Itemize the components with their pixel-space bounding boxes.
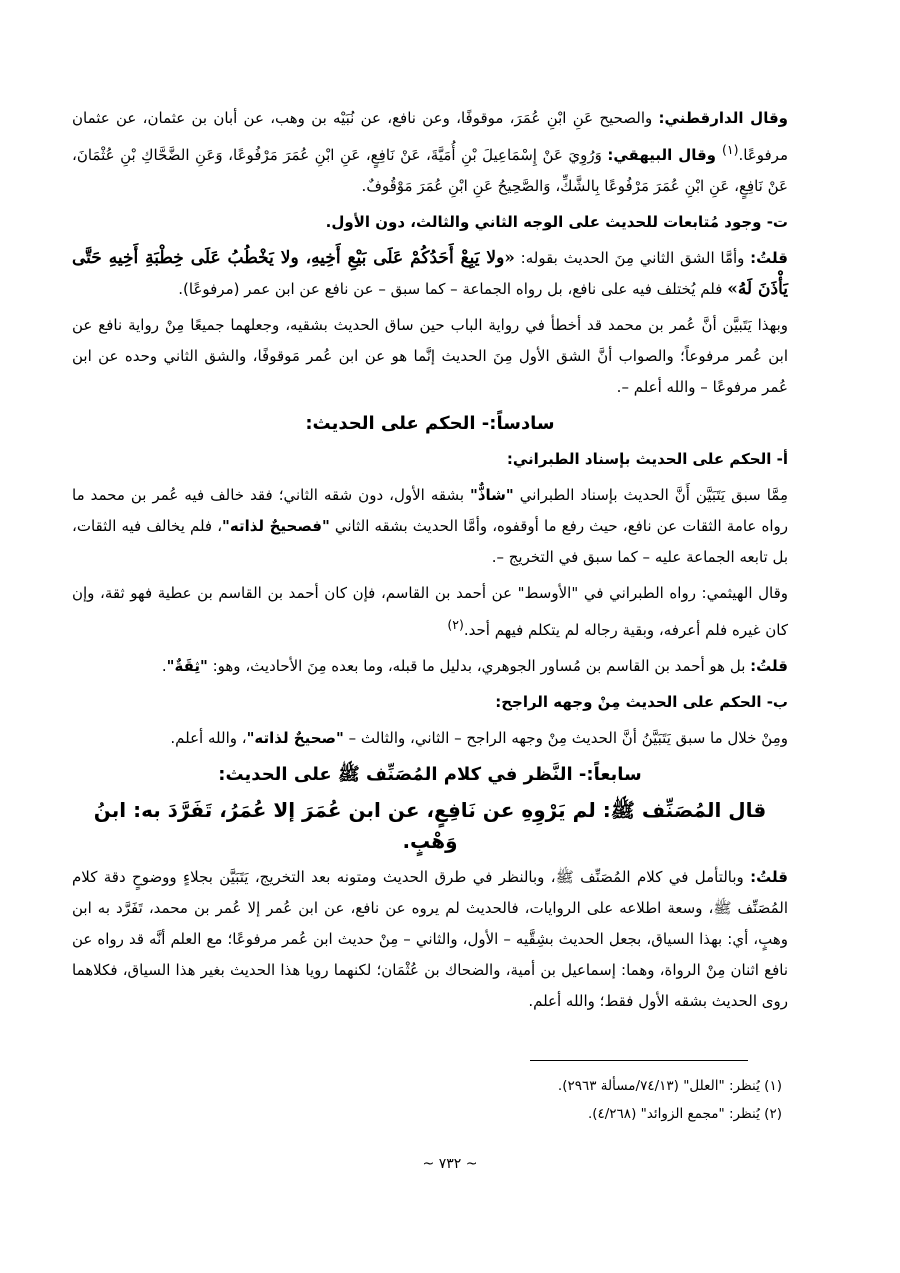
text-qultu-3: وبالتأمل في كلام المُصَنِّف ﷺ، وبالنظر في طرق الحديث ومتونه بعد التخريج، يَتَبَيَّن بجلاءٍ ووضوحٍ دقة كلام المُصَنِّف ﷺ، وسعة اطلاعه على الروايات، فالحديث لم يروه عن نافع، عن ابن عُمر إلا عُمر بن محمد، تَفَرَّد به ابن وهبٍ، أي: بهذا السياق، بجعل الحديث بشِقَّيه – الأول، والثاني – مِنْ حديث ابن عُمر مرفوعًا؛ مع العلم أنَّه قد رواه عن نافع اثنان مِنْ الرواة، وهما: إسماعيل بن أمية، والضحاك بن عُثْمَان؛ لكنهما رويا هذا الحديث بغير هذا السياق، فكلاهما روى الحديث بشقه الأول فقط؛ والله أعلم. (72, 868, 788, 1010)
label-thiqa: "ثِقَةٌ" (166, 657, 208, 675)
text-qultu-1b: فلم يُختلف فيه على نافع، بل رواه الجماعة – كما سبق – عن نافع عن ابن عمر (مرفوعًا). (178, 280, 728, 298)
footnote-divider (530, 1060, 748, 1061)
label-sahih-1: "فصحيحٌ لذاته" (222, 517, 330, 535)
paragraph-qultu-3 (72, 862, 788, 1017)
paragraph-haythami (72, 578, 788, 646)
heading-section-6: سادساً:- الحكم على الحديث: (305, 413, 555, 434)
label-shadh: "شاذٌّ" (470, 486, 514, 504)
text-daraqutni: والصحيح عَنِ ابْنِ عُمَرَ، موقوفًا، وعن نافع، عن نُبَيْه بن وهب، عن أبان بن عثمان، عن عثمان مرفوعًا. (72, 109, 788, 164)
footnote-ref-1[interactable]: (١) (721, 142, 739, 157)
text-rajih-2: ، والله أعلم. (170, 729, 247, 747)
text-haythami: وقال الهيثمي: رواه الطبراني في "الأوسط" عن أحمد بن القاسم، فإن كان أحمد بن القاسم بن عطية فهو ثقة، وإن كان غيره فلم أعرفه، وبقية رجاله لم يتكلم فيهم أحد. (72, 584, 788, 639)
text-qultu-1a: وأمَّا الشق الثاني مِنَ الحديث بقوله: (514, 249, 751, 267)
text-tabarani-2: بشقه الأول، دون شقه الثاني؛ فقد خالف فيه عُمر بن محمد ما رواه عامة الثقات عن نافع، حيث رفع ما أوقفوه، وأمَّا الحديث بشقه الثاني (72, 486, 788, 535)
text-qultu-2a: بل هو أحمد بن القاسم بن مُساور الجوهري، بدليل ما قبله، وما بعده مِنَ الأحاديث، وهو: (207, 657, 751, 675)
text-tabarani-3: ، فلم يخالف فيه الثقات، بل تابعه الجماعة عليه – كما سبق في التخريج –. (72, 517, 788, 566)
paragraph-qultu-1 (72, 243, 788, 305)
lead-qultu-3: قلتُ: (750, 868, 788, 886)
heading-section-7: سابعاً:- النَّظر في كلام المُصَنِّف ﷺ على الحديث: (218, 764, 642, 785)
paragraph-rajih (72, 723, 788, 754)
page-number: ~ ٧٣٢ ~ (422, 1156, 478, 1172)
text-bayhaqi: وَرُوِيَ عَنْ إِسْمَاعِيلَ بْنِ أُمَيَّةَ، عَنْ نَافِعٍ، عَنِ ابْنِ عُمَرَ مَرْفُوعًا، وَعَنِ الضَّحَّاكِ بْنِ عُثْمَانَ، عَنْ نَافِعٍ، عَنِ ابْنِ عُمَرَ مَرْفُوعًا بِالشَّكِّ، وَالصَّحِيحُ عَنِ ابْنِ عُمَرَ مَوْقُوفٌ. (72, 146, 788, 195)
label-sahih-2: "صحيحٌ لذاته" (246, 729, 344, 747)
lead-qultu-2: قلتُ: (750, 657, 788, 675)
hadith-quote: «ولا يَبِعْ أَحَدُكُمْ عَلَى بَيْعِ أَخِيهِ، ولا يَخْطُبُ عَلَى خِطْبَةِ أَخِيهِ حَتَّى يَأْذَنَ لَهُ» (72, 248, 788, 299)
lead-bayhaqi: وقال البيهقي: (607, 146, 722, 164)
lead-daraqutni: وقال الدارقطني: (658, 109, 788, 127)
paragraph-tabarani (72, 480, 788, 573)
heading-author-quote: قال المُصَنِّف ﷺ: لم يَرْوِهِ عن نَافِعٍ، عن ابن عُمَرَ إلا عُمَرُ، تَفَرَّدَ به: ابنُ وَهْبٍ. (93, 798, 767, 853)
paragraph-qultu-2 (72, 651, 788, 682)
paragraph-conclusion: وبهذا يَتَبيَّن أنَّ عُمر بن محمد قد أخطأ في رواية الباب حين ساق الحديث بشقيه، وجعلهما جميعًا مِنْ رواية نافع عن ابن عُمر مرفوعاً؛ والصواب أنَّ الشق الأول مِنَ الحديث إنَّما هو عن ابن عُمر مَوقوفًا، والشق الثاني وحده عن ابن عُمر مرفوعًا – والله أعلم –. (72, 316, 788, 396)
footnote-1: (١) يُنظر: "العلل" (٧٤/١٣/مسألة ٢٩٦٣). (557, 1078, 782, 1094)
footnotes (382, 1072, 782, 1128)
text-qultu-2b: . (161, 657, 167, 675)
footnote-ref-2[interactable]: (٢) (447, 617, 464, 632)
lead-qultu-1: قلتُ: (750, 249, 788, 267)
footnote-2: (٢) يُنظر: "مجمع الزوائد" (٤/٢٦٨). (587, 1106, 782, 1122)
heading-t: ت- وجود مُتابعات للحديث على الوجه الثاني والثالث، دون الأول. (325, 213, 788, 231)
heading-b: ب- الحكم على الحديث مِنْ وجهه الراجح: (495, 693, 788, 711)
paragraph-daraqutni (72, 103, 788, 202)
heading-a: أ- الحكم على الحديث بإسناد الطبراني: (506, 450, 788, 468)
page-body (72, 103, 788, 1022)
text-tabarani-1: مِمَّا سبق يَتَبَيَّن أَنَّ الحديث بإسناد الطبراني (513, 486, 788, 504)
text-rajih-1: ومِنْ خلال ما سبق يَتَبَيَّنُ أنَّ الحديث مِنْ وجهه الراجح – الثاني، والثالث – (343, 729, 788, 747)
